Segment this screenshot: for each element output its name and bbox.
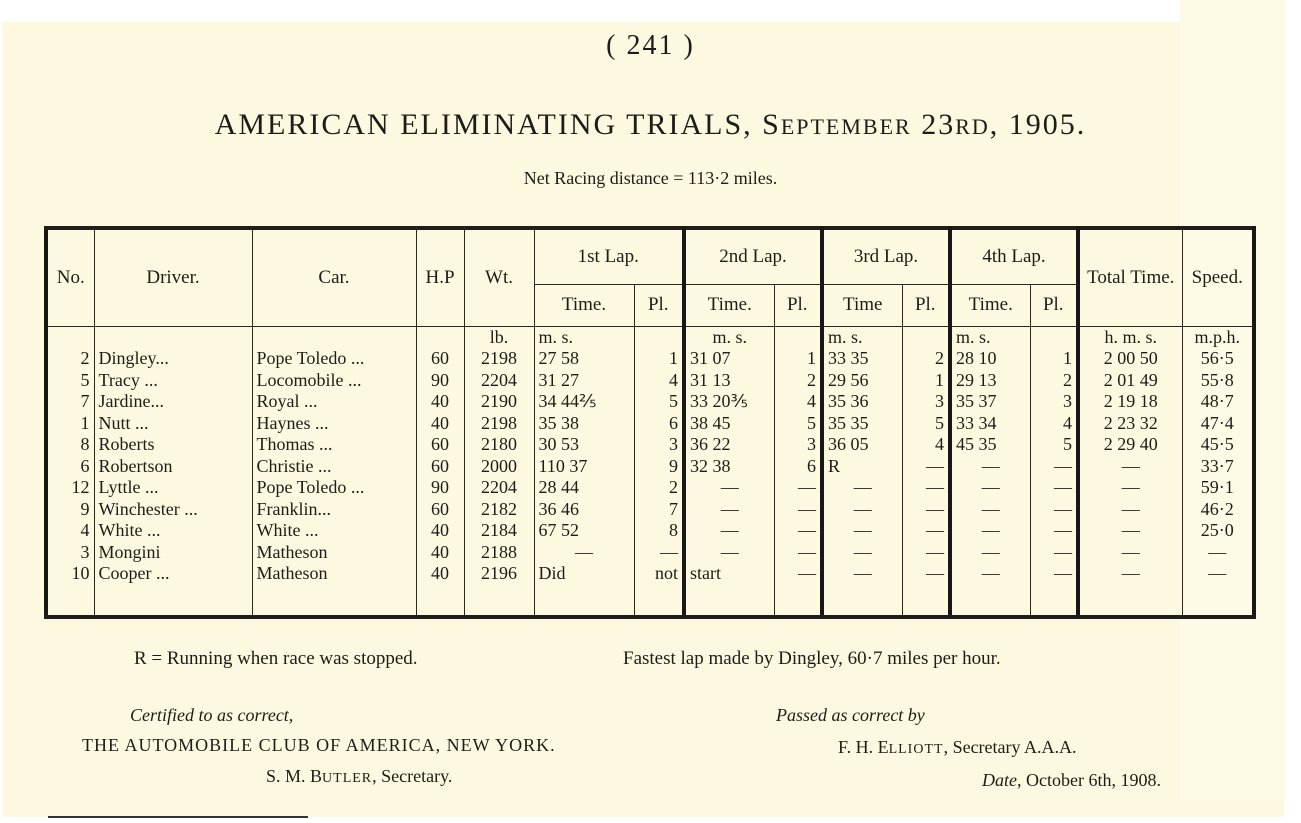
cell-l4t: — — [950, 563, 1030, 617]
cell-driver: Nutt ... — [94, 413, 252, 435]
cell-car: Matheson — [252, 542, 416, 564]
cell-l4p: 5 — [1030, 434, 1078, 456]
unit-lap4: m. s. — [950, 326, 1030, 348]
cell-wt: 2184 — [464, 520, 534, 542]
cell-l4t: — — [950, 542, 1030, 564]
cell-wt: 2204 — [464, 477, 534, 499]
cell-total: — — [1078, 542, 1182, 564]
cell-l1t: — — [534, 542, 634, 564]
table-row — [46, 413, 1254, 435]
cell-l1p: 3 — [634, 434, 684, 456]
cell-no: 3 — [46, 542, 94, 564]
cell-l4p: — — [1030, 520, 1078, 542]
cell-speed: 59·1 — [1182, 477, 1254, 499]
table-row — [46, 520, 1254, 542]
unit-lap3: m. s. — [822, 326, 902, 348]
cell-l1p: 5 — [634, 391, 684, 413]
cell-l4t: — — [950, 456, 1030, 478]
cell-hp: 40 — [416, 413, 464, 435]
footnote-running: R = Running when race was stopped. — [134, 648, 418, 669]
cell-l2t: 33 20⅗ — [684, 391, 774, 413]
cell-hp: 40 — [416, 563, 464, 617]
cell-hp: 60 — [416, 499, 464, 521]
cell-total: 2 00 50 — [1078, 348, 1182, 370]
cell-l4t: 45 35 — [950, 434, 1030, 456]
header-lap4-time: Time. — [950, 284, 1030, 326]
cell-l1t: 35 38 — [534, 413, 634, 435]
cell-l3p: 1 — [902, 370, 950, 392]
cell-l4t: — — [950, 499, 1030, 521]
cell-speed: 55·8 — [1182, 370, 1254, 392]
header-driver: Driver. — [94, 228, 252, 326]
table-row — [46, 499, 1254, 521]
cell-wt: 2198 — [464, 348, 534, 370]
table-row — [46, 563, 1254, 617]
header-car: Car. — [252, 228, 416, 326]
right-signature: F. H. ELLIOTT, Secretary A.A.A. — [838, 737, 1077, 757]
cell-l1t: 28 44 — [534, 477, 634, 499]
cell-car: White ... — [252, 520, 416, 542]
cell-l2p: 5 — [774, 413, 822, 435]
cell-wt: 2198 — [464, 413, 534, 435]
cell-no: 9 — [46, 499, 94, 521]
cell-total: — — [1078, 563, 1182, 617]
unit-wt: lb. — [464, 326, 534, 348]
cell-l2t: — — [684, 520, 774, 542]
cell-l2t: 31 13 — [684, 370, 774, 392]
cell-l3t: 35 35 — [822, 413, 902, 435]
cell-no: 6 — [46, 456, 94, 478]
cell-l1t: Did — [534, 563, 634, 617]
cell-l3t: 36 05 — [822, 434, 902, 456]
cell-l2p: — — [774, 520, 822, 542]
bottom-rule — [48, 816, 308, 818]
cell-l2p: — — [774, 542, 822, 564]
cell-l3t: — — [822, 542, 902, 564]
cell-l4t: — — [950, 520, 1030, 542]
cell-total: — — [1078, 456, 1182, 478]
certification-date: Date, October 6th, 1908. — [982, 770, 1161, 790]
cell-l4p: 4 — [1030, 413, 1078, 435]
cell-l1p: 9 — [634, 456, 684, 478]
cell-total: 2 19 18 — [1078, 391, 1182, 413]
cell-hp: 90 — [416, 370, 464, 392]
cell-driver: Cooper ... — [94, 563, 252, 617]
page-number: ( 241 ) — [606, 30, 695, 61]
racing-distance: Net Racing distance = 113·2 miles. — [523, 168, 778, 188]
cell-l2t: 36 22 — [684, 434, 774, 456]
cell-l1p: 1 — [634, 348, 684, 370]
cell-l1p: 2 — [634, 477, 684, 499]
cell-l4t: 35 37 — [950, 391, 1030, 413]
header-lap2-time: Time. — [684, 284, 774, 326]
cell-l1p: 8 — [634, 520, 684, 542]
unit-lap2: m. s. — [684, 326, 774, 348]
cell-speed: 56·5 — [1182, 348, 1254, 370]
table-row — [46, 434, 1254, 456]
cell-car: Royal ... — [252, 391, 416, 413]
cell-l1t: 36 46 — [534, 499, 634, 521]
cell-l2t: 31 07 — [684, 348, 774, 370]
cell-hp: 60 — [416, 434, 464, 456]
header-lap3-time: Time — [822, 284, 902, 326]
cell-wt: 2188 — [464, 542, 534, 564]
cell-l1p: — — [634, 542, 684, 564]
header-lap1: 1st Lap. — [534, 228, 684, 284]
cell-l4p: — — [1030, 456, 1078, 478]
cell-speed: 46·2 — [1182, 499, 1254, 521]
header-no: No. — [46, 228, 94, 326]
cell-l2t: 38 45 — [684, 413, 774, 435]
cell-l3p: — — [902, 477, 950, 499]
cell-speed: 33·7 — [1182, 456, 1254, 478]
cell-l4t: 33 34 — [950, 413, 1030, 435]
cell-hp: 60 — [416, 456, 464, 478]
cell-no: 7 — [46, 391, 94, 413]
cell-l3p: — — [902, 520, 950, 542]
cell-no: 4 — [46, 520, 94, 542]
cell-l2p: 3 — [774, 434, 822, 456]
cell-speed: 48·7 — [1182, 391, 1254, 413]
header-lap3: 3rd Lap. — [822, 228, 950, 284]
cell-total: 2 01 49 — [1078, 370, 1182, 392]
cell-wt: 2196 — [464, 563, 534, 617]
header-hp: H.P — [416, 228, 464, 326]
cell-l4p: — — [1030, 477, 1078, 499]
header-lap4-pl: Pl. — [1030, 284, 1078, 326]
cell-l1t: 30 53 — [534, 434, 634, 456]
cell-l2p: — — [774, 477, 822, 499]
units-row — [46, 326, 1254, 348]
cell-l3t: — — [822, 499, 902, 521]
cell-l4t: 28 10 — [950, 348, 1030, 370]
cell-l2p: 2 — [774, 370, 822, 392]
cell-l3p: 2 — [902, 348, 950, 370]
header-wt: Wt. — [464, 228, 534, 326]
cell-l3t: R — [822, 456, 902, 478]
cell-l4p: 1 — [1030, 348, 1078, 370]
cell-hp: 90 — [416, 477, 464, 499]
cell-wt: 2182 — [464, 499, 534, 521]
cell-driver: Roberts — [94, 434, 252, 456]
cell-l1t: 27 58 — [534, 348, 634, 370]
cell-l4t: — — [950, 477, 1030, 499]
certifying-organization: THE AUTOMOBILE CLUB OF AMERICA, NEW YORK. — [82, 735, 556, 755]
header-lap1-time: Time. — [534, 284, 634, 326]
cell-l2p: — — [774, 563, 822, 617]
cell-car: Pope Toledo ... — [252, 348, 416, 370]
cell-total: 2 29 40 — [1078, 434, 1182, 456]
cell-wt: 2180 — [464, 434, 534, 456]
cell-total: — — [1078, 520, 1182, 542]
cell-driver: Dingley... — [94, 348, 252, 370]
cell-l3t: 29 56 — [822, 370, 902, 392]
cell-l2t: — — [684, 477, 774, 499]
cell-wt: 2000 — [464, 456, 534, 478]
cell-driver: Winchester ... — [94, 499, 252, 521]
results-body — [46, 326, 1254, 617]
cell-l4p: 3 — [1030, 391, 1078, 413]
cell-l4t: 29 13 — [950, 370, 1030, 392]
cell-l3t: — — [822, 477, 902, 499]
cell-l1t: 31 27 — [534, 370, 634, 392]
cell-l1p: not — [634, 563, 684, 617]
cell-l2p: — — [774, 499, 822, 521]
cell-speed: 47·4 — [1182, 413, 1254, 435]
cell-l1p: 4 — [634, 370, 684, 392]
header-speed: Speed. — [1182, 228, 1254, 326]
cell-l3p: 3 — [902, 391, 950, 413]
cell-no: 10 — [46, 563, 94, 617]
results-table — [44, 226, 1256, 619]
cell-car: Christie ... — [252, 456, 416, 478]
cell-driver: Lyttle ... — [94, 477, 252, 499]
cell-l2t: — — [684, 499, 774, 521]
table-row — [46, 348, 1254, 370]
cell-l4p: — — [1030, 499, 1078, 521]
cell-hp: 40 — [416, 542, 464, 564]
title-date: SEPTEMBER 23RD, 1905. — [762, 108, 1087, 141]
header-total: Total Time. — [1078, 228, 1182, 326]
cell-l1p: 6 — [634, 413, 684, 435]
cell-driver: White ... — [94, 520, 252, 542]
unit-total: h. m. s. — [1078, 326, 1182, 348]
cell-l1p: 7 — [634, 499, 684, 521]
cell-no: 5 — [46, 370, 94, 392]
cell-car: Haynes ... — [252, 413, 416, 435]
cell-l1t: 67 52 — [534, 520, 634, 542]
cell-l3p: 5 — [902, 413, 950, 435]
cell-l3p: — — [902, 542, 950, 564]
cell-car: Matheson — [252, 563, 416, 617]
cell-car: Thomas ... — [252, 434, 416, 456]
cell-car: Franklin... — [252, 499, 416, 521]
cell-total: — — [1078, 477, 1182, 499]
cell-l3p: — — [902, 456, 950, 478]
cell-driver: Tracy ... — [94, 370, 252, 392]
cell-hp: 40 — [416, 391, 464, 413]
cell-speed: — — [1182, 542, 1254, 564]
header-lap2-pl: Pl. — [774, 284, 822, 326]
cell-l4p: — — [1030, 542, 1078, 564]
cell-l3p: 4 — [902, 434, 950, 456]
cell-no: 12 — [46, 477, 94, 499]
header-lap2: 2nd Lap. — [684, 228, 822, 284]
table-row — [46, 391, 1254, 413]
cell-total: 2 23 32 — [1078, 413, 1182, 435]
cell-speed: 25·0 — [1182, 520, 1254, 542]
cell-hp: 60 — [416, 348, 464, 370]
cell-no: 8 — [46, 434, 94, 456]
cell-wt: 2204 — [464, 370, 534, 392]
cell-l4p: 2 — [1030, 370, 1078, 392]
cell-l3t: — — [822, 563, 902, 617]
table-row — [46, 477, 1254, 499]
cell-speed: 45·5 — [1182, 434, 1254, 456]
cell-l1t: 34 44⅖ — [534, 391, 634, 413]
cell-l2t: 32 38 — [684, 456, 774, 478]
table-row — [46, 542, 1254, 564]
cell-l3p: — — [902, 499, 950, 521]
cell-total: — — [1078, 499, 1182, 521]
left-signature: S. M. BUTLER, Secretary. — [266, 766, 453, 786]
cell-hp: 40 — [416, 520, 464, 542]
cell-l2t: — — [684, 542, 774, 564]
cell-l3t: 33 35 — [822, 348, 902, 370]
cell-driver: Mongini — [94, 542, 252, 564]
footnote-fastest-lap: Fastest lap made by Dingley, 60·7 miles per hour. — [623, 648, 1001, 669]
cell-l3t: 35 36 — [822, 391, 902, 413]
cell-l2p: 1 — [774, 348, 822, 370]
cell-l3p: — — [902, 563, 950, 617]
cell-driver: Robertson — [94, 456, 252, 478]
cell-l1t: 110 37 — [534, 456, 634, 478]
page-title — [0, 108, 1301, 142]
table-row — [46, 370, 1254, 392]
certified-intro: Certified to as correct, — [130, 705, 294, 725]
table-row — [46, 456, 1254, 478]
cell-driver: Jardine... — [94, 391, 252, 413]
cell-l4p: — — [1030, 563, 1078, 617]
cell-car: Pope Toledo ... — [252, 477, 416, 499]
passed-intro: Passed as correct by — [776, 705, 925, 725]
cell-speed: — — [1182, 563, 1254, 617]
header-lap1-pl: Pl. — [634, 284, 684, 326]
cell-l2p: 6 — [774, 456, 822, 478]
cell-no: 2 — [46, 348, 94, 370]
cell-l3t: — — [822, 520, 902, 542]
unit-speed: m.p.h. — [1182, 326, 1254, 348]
cell-wt: 2190 — [464, 391, 534, 413]
unit-lap1: m. s. — [534, 326, 634, 348]
cell-car: Locomobile ... — [252, 370, 416, 392]
header-lap4: 4th Lap. — [950, 228, 1078, 284]
title-main: AMERICAN ELIMINATING TRIALS, — [214, 108, 753, 141]
header-lap3-pl: Pl. — [902, 284, 950, 326]
cell-l2t: start — [684, 563, 774, 617]
cell-no: 1 — [46, 413, 94, 435]
cell-l2p: 4 — [774, 391, 822, 413]
